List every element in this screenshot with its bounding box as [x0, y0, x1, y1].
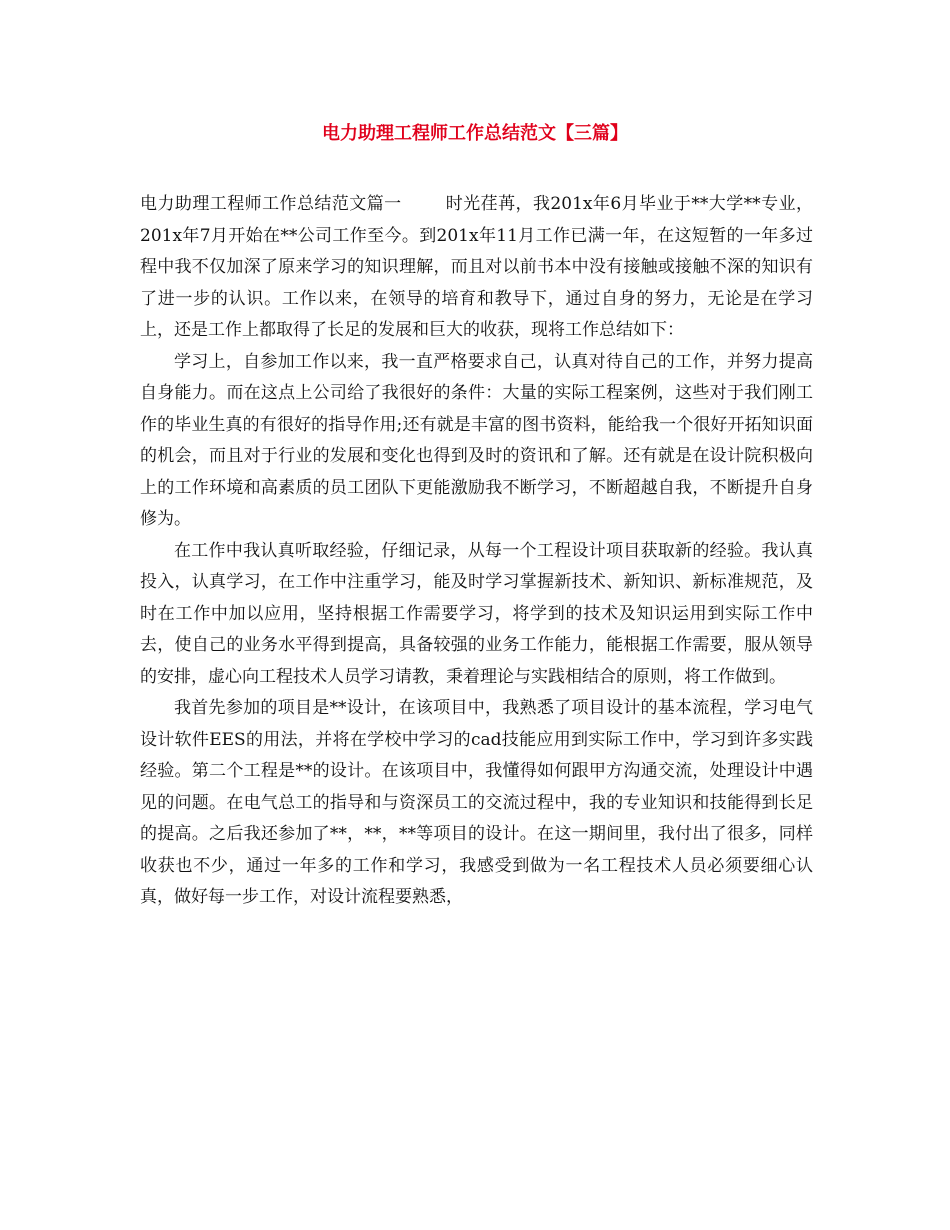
paragraph-1 [140, 189, 813, 347]
paragraph-3: 在工作中我认真听取经验，仔细记录，从每一个工程设计项目获取新的经验。我认真投入，认真学习，在工作中注重学习，能及时学习掌握新技术、新知识、新标准规范，及时在工作中加以应用，坚持根据工作需要学习，将学到的技术及知识运用到实际工作中去，使自己的业务水平得到提高，具备较强的业务工作能力，能根据工作需要，服从领导的安排，虚心向工程技术人员学习请教，秉着理论与实践相结合的原则，将工作做到。 [140, 540, 813, 687]
section-heading: 电力助理工程师工作总结范文篇一 [140, 194, 402, 214]
document-body [140, 189, 813, 914]
paragraph-2: 学习上，自参加工作以来，我一直严格要求自己，认真对待自己的工作，并努力提高自身能力。而在这点上公司给了我很好的条件：大量的实际工程案例，这些对于我们刚工作的毕业生真的有很好的指导作用;还有就是丰富的图书资料，能给我一个很好开拓知识面的机会，而且对于行业的发展和变化也得到及时的资讯和了解。还有就是在设计院积极向上的工作环境和高素质的员工团队下更能激励我不断学习，不断超越自我，不断提升自身修为。 [140, 351, 813, 529]
paragraph-4: 我首先参加的项目是**设计，在该项目中，我熟悉了项目设计的基本流程，学习电气设计软件EES的用法，并将在学校中学习的cad技能应用到实际工作中，学习到许多实践经验。第二个工程是**的设计。在该项目中，我懂得如何跟甲方沟通交流，处理设计中遇见的问题。在电气总工的指导和与资深员工的交流过程中，我的专业知识和技能得到长足的提高。之后我还参加了**，**，**等项目的设计。在这一期间里，我付出了很多，同样收获也不少，通过一年多的工作和学习，我感受到做为一名工程技术人员必须要细心认真，做好每一步工作，对设计流程要熟悉， [140, 698, 813, 907]
paragraph-1-text: 时光荏苒，我201x年6月毕业于**大学**专业，201x年7月开始在**公司工作至今。到201x年11月工作已满一年，在这短暂的一年多过程中我不仅加深了原来学习的知识理解，而且对以前书本中没有接触或接触不深的知识有了进一步的认识。工作以来，在领导的培育和教导下，通过自身的努力，无论是在学习上，还是工作上都取得了长足的发展和巨大的收获，现将工作总结如下： [140, 194, 814, 340]
document-title: 电力助理工程师工作总结范文【三篇】 [322, 123, 628, 144]
